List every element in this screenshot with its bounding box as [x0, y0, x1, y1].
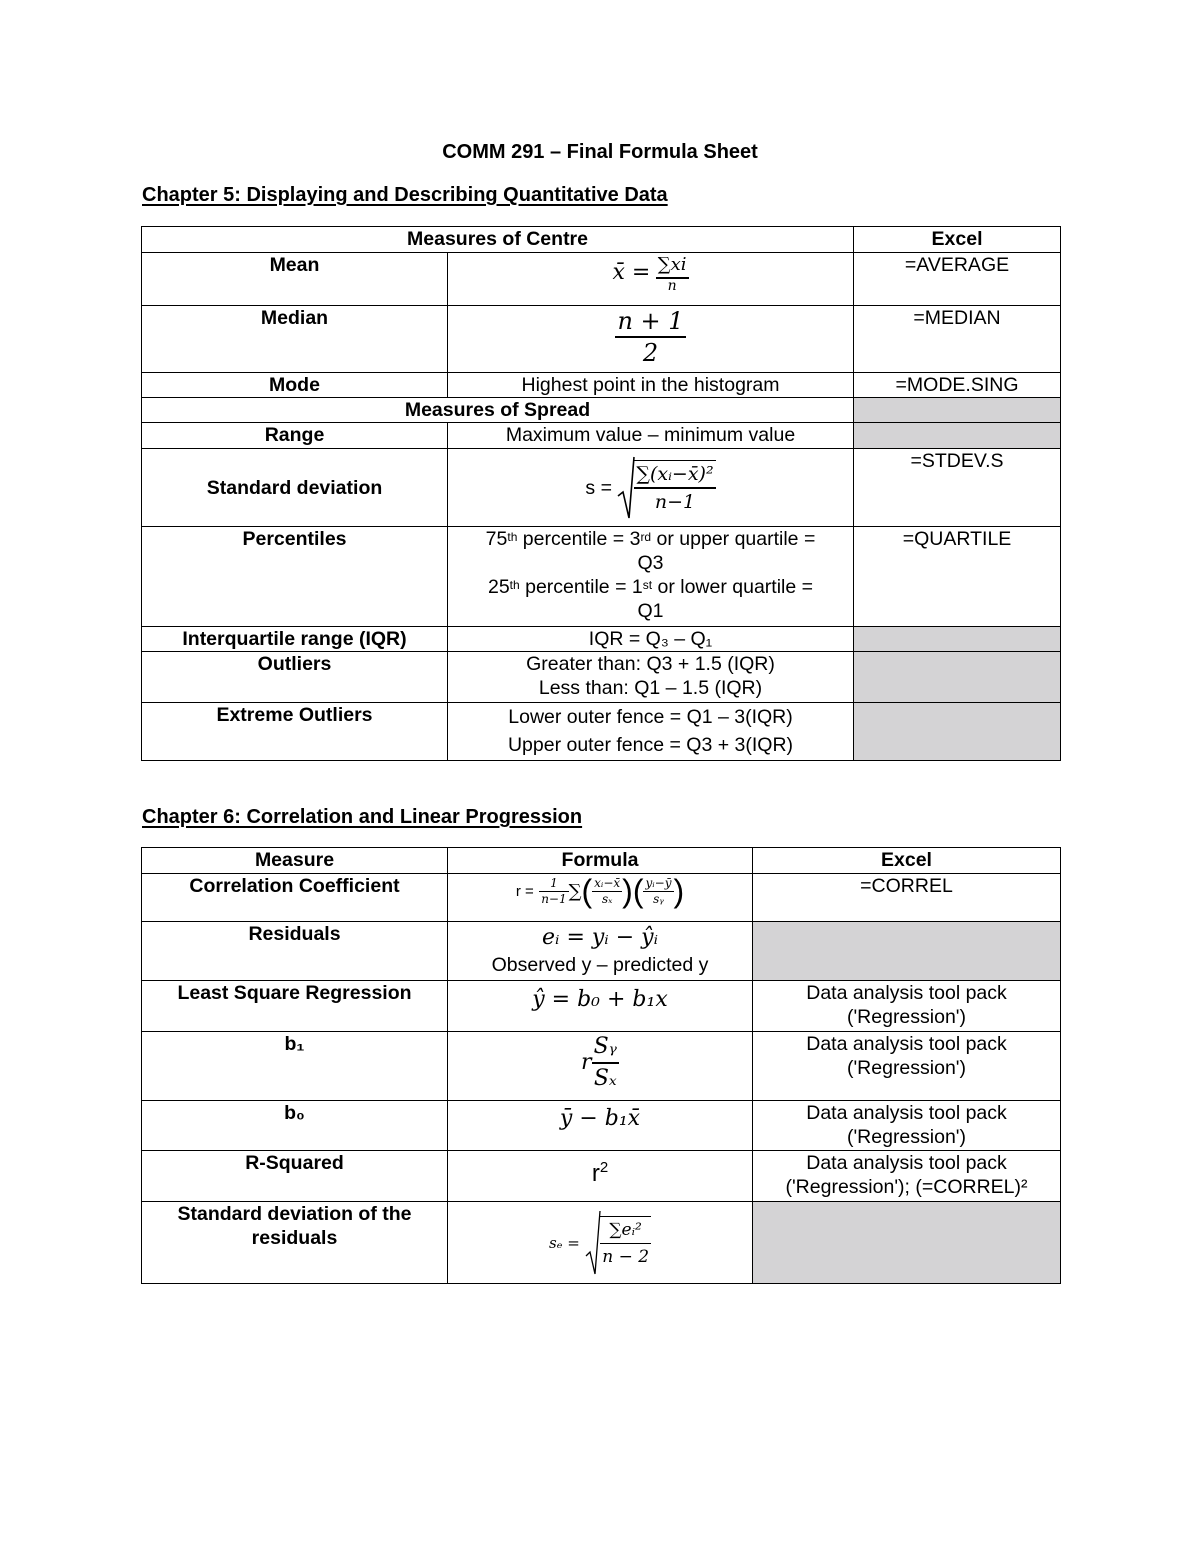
table-row — [142, 652, 1061, 703]
excel-function: =CORREL — [753, 874, 1061, 922]
residuals-formula: eᵢ = yᵢ − ŷᵢ Observed y – predicted y — [448, 922, 753, 981]
empty-cell — [753, 1202, 1061, 1284]
row-label: Residuals — [142, 922, 448, 981]
empty-cell — [854, 398, 1061, 423]
table-row — [142, 703, 1061, 761]
mode-formula: Highest point in the histogram — [448, 373, 854, 398]
row-label: Percentiles — [142, 527, 448, 627]
excel-function: =AVERAGE — [854, 253, 1061, 306]
table-row — [142, 627, 1061, 652]
row-label: b₁ — [142, 1032, 448, 1101]
row-label: Standard deviation — [142, 449, 448, 527]
row-label: Mean — [142, 253, 448, 306]
chapter6-heading: Chapter 6: Correlation and Linear Progression — [142, 806, 583, 828]
chapter5-heading: Chapter 5: Displaying and Describing Quantitative Data — [142, 184, 668, 206]
extreme-formula: Lower outer fence = Q1 – 3(IQR) Upper outer fence = Q3 + 3(IQR) — [448, 703, 854, 761]
rsquared-formula: $r^2$ — [448, 1151, 753, 1202]
empty-cell — [854, 423, 1061, 449]
excel-header: Excel — [753, 848, 1061, 874]
measures-of-spread-header: Measures of Spread — [142, 398, 854, 423]
table-row — [142, 423, 1061, 449]
table-row — [142, 1202, 1061, 1284]
excel-function: Data analysis tool pack ('Regression'); (=CORREL)² — [753, 1151, 1061, 1202]
radical-sign — [617, 456, 635, 520]
table-row — [142, 449, 1061, 527]
stdev-formula: s = $\frac{\text{∑(xᵢ−x̄)²}}{n-1}$ — [448, 449, 854, 527]
row-label: Standard deviation of the residuals — [142, 1202, 448, 1284]
excel-function: =MODE.SING — [854, 373, 1061, 398]
table-row — [142, 1101, 1061, 1151]
se-formula: sₑ = $\frac{\text{∑eᵢ²}}{n - 2}$ — [448, 1202, 753, 1284]
measures-of-centre-header: Measures of Centre — [142, 227, 854, 253]
chapter5-table — [141, 226, 1061, 761]
excel-function: Data analysis tool pack ('Regression') — [753, 1101, 1061, 1151]
lsr-formula: ŷ = b₀ + b₁x — [448, 981, 753, 1032]
empty-cell — [854, 652, 1061, 703]
empty-cell — [854, 703, 1061, 761]
correlation-formula: r = $\frac{1}{n-1}$ ∑( $\frac{\text{xᵢ−x̄}}{\text{sₓ}}$ )( $\frac{\text{yᵢ−ȳ}}{\text{sᵧ}}$ ) — [448, 874, 753, 922]
row-label: Interquartile range (IQR) — [142, 627, 448, 652]
table-row — [142, 1151, 1061, 1202]
table-row — [142, 922, 1061, 981]
table-row — [142, 373, 1061, 398]
row-label: Mode — [142, 373, 448, 398]
median-formula: $\frac{n + 1}{2}$ — [448, 306, 854, 373]
row-label: Median — [142, 306, 448, 373]
row-label: Least Square Regression — [142, 981, 448, 1032]
range-formula: Maximum value – minimum value — [448, 423, 854, 449]
table-row — [142, 253, 1061, 306]
excel-function: =QUARTILE — [854, 527, 1061, 627]
row-label: R-Squared — [142, 1151, 448, 1202]
table-row — [142, 527, 1061, 627]
percentiles-formula: 75th percentile = 3rd or upper quartile = Q3 25th percentile = 1st or lower quartile = Q1 — [448, 527, 854, 627]
table-row — [142, 306, 1061, 373]
excel-header: Excel — [854, 227, 1061, 253]
row-label: Outliers — [142, 652, 448, 703]
b1-formula: r $\frac{\text{Sᵧ}}{\text{Sₓ}}$ — [448, 1032, 753, 1101]
row-label: b₀ — [142, 1101, 448, 1151]
measure-header: Measure — [142, 848, 448, 874]
chapter6-table — [141, 847, 1061, 1284]
table-row — [142, 874, 1061, 922]
outliers-formula: Greater than: Q3 + 1.5 (IQR) Less than: Q1 – 1.5 (IQR) — [448, 652, 854, 703]
page-title: COMM 291 – Final Formula Sheet — [442, 141, 758, 163]
iqr-formula: IQR = Q₃ – Q₁ — [448, 627, 854, 652]
excel-function: =MEDIAN — [854, 306, 1061, 373]
excel-function: Data analysis tool pack ('Regression') — [753, 981, 1061, 1032]
row-label: Correlation Coefficient — [142, 874, 448, 922]
row-label: Extreme Outliers — [142, 703, 448, 761]
b0-formula: ȳ − b₁x̄ — [448, 1101, 753, 1151]
formula-header: Formula — [448, 848, 753, 874]
table-row — [142, 1032, 1061, 1101]
empty-cell — [753, 922, 1061, 981]
excel-function: =STDEV.S — [854, 449, 1061, 527]
empty-cell — [854, 627, 1061, 652]
radical-sign — [585, 1210, 601, 1276]
excel-function: Data analysis tool pack ('Regression') — [753, 1032, 1061, 1101]
row-label: Range — [142, 423, 448, 449]
table-row — [142, 981, 1061, 1032]
mean-formula: x̄ = $\frac{\sum xi}{n}$ — [448, 253, 854, 306]
